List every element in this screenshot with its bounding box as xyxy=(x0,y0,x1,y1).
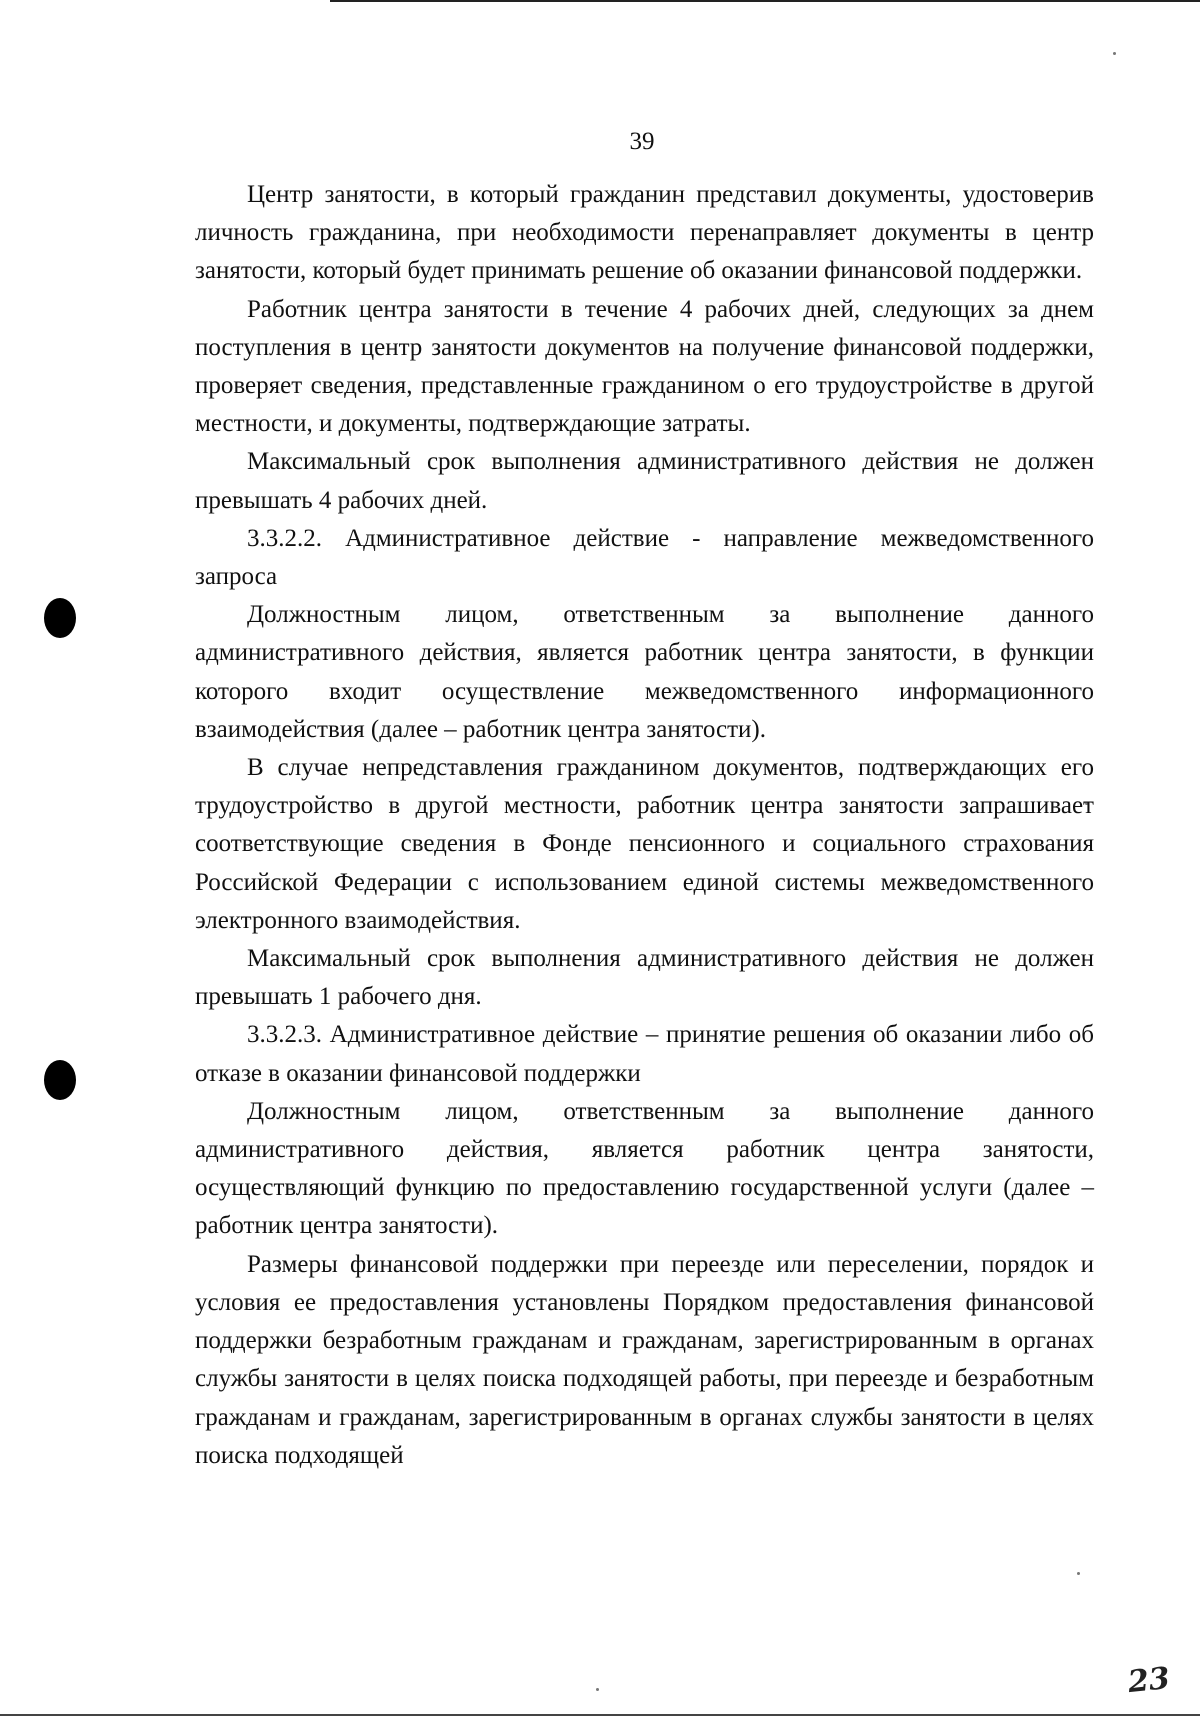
scan-speck xyxy=(596,1688,599,1691)
paragraph: Работник центра занятости в течение 4 рабочих дней, следующих за днем поступления в центр занятости документов на получение финансовой поддержки, проверяет сведения, представленные гражданином о его трудоустройстве в другой местности, и документы, подтверждающие затраты. xyxy=(195,295,1094,438)
paragraph: Размеры финансовой поддержки при переезде или переселении, порядок и условия ее предоставления установлены Порядком предоставления финансовой поддержки безработным гражданам и гражданам, зарегистрированным в органах службы занятости в целях поиска подходящей работы, при переезде и безработным гражданам и гражданам, зарегистрированным в органах службы занятости в целях поиска подходящей xyxy=(195,1250,1094,1469)
paragraph: Центр занятости, в который гражданин представил документы, удостоверив личность гражданина, при необходимости перенаправляет документы в центр занятости, который будет принимать решение об оказании финансовой поддержки. xyxy=(195,181,1094,285)
paragraph: Должностным лицом, ответственным за выполнение данного административного действия, является работник центра занятости, осуществляющий функцию по предоставлению государственной услуги (далее – работник центра занятости). xyxy=(195,1097,1094,1240)
scan-top-border xyxy=(330,0,1200,2)
handwritten-page-mark: 23 xyxy=(1126,1660,1172,1701)
paragraph: Максимальный срок выполнения административного действия не должен превышать 1 рабочего дня. xyxy=(195,945,1094,1011)
paragraph: В случае непредставления гражданином документов, подтверждающих его трудоустройство в другой местности, работник центра занятости запрашивает соответствующие сведения в Фонде пенсионного и социального страхования Российской Федерации с использованием единой системы межведомственного электронного взаимодействия. xyxy=(195,754,1094,934)
section-heading: 3.3.2.3. Административное действие – принятие решения об оказании либо об отказе в оказании финансовой поддержки xyxy=(195,1021,1094,1087)
document-body xyxy=(195,176,1094,1475)
scan-speck xyxy=(1113,52,1116,55)
page-number: 39 xyxy=(629,128,655,155)
section-heading: 3.3.2.2. Административное действие - направление межведомственного запроса xyxy=(195,524,1094,591)
punch-hole-mark xyxy=(44,598,76,638)
paragraph: Максимальный срок выполнения административного действия не должен превышать 4 рабочих дней. xyxy=(195,448,1094,514)
scan-speck xyxy=(1077,1572,1080,1575)
punch-hole-mark xyxy=(44,1060,76,1100)
paragraph: Должностным лицом, ответственным за выполнение данного административного действия, является работник центра занятости, в функции которого входит осуществление межведомственного информационного взаимодействия (далее – работник центра занятости). xyxy=(195,601,1094,743)
